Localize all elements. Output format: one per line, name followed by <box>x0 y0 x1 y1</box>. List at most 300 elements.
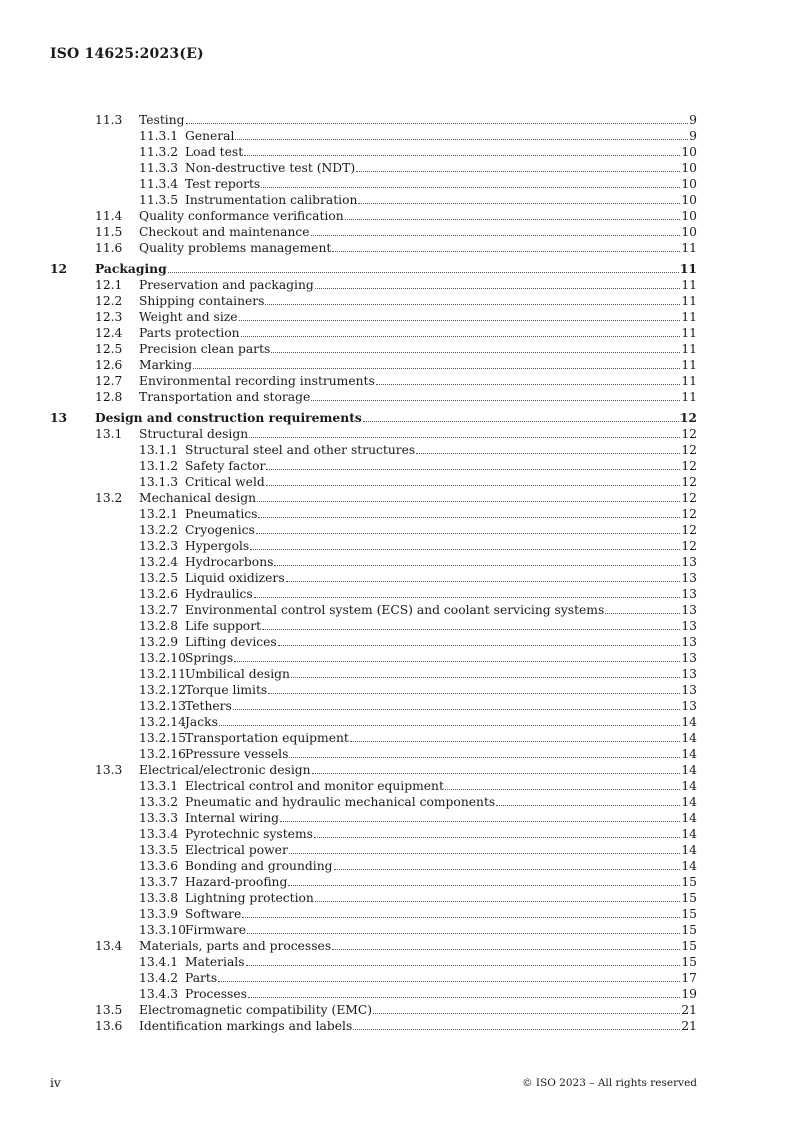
toc-entry-page: 12 <box>681 427 697 441</box>
toc-subsubclause-row[interactable] <box>0 746 793 762</box>
page-footer <box>50 1075 697 1091</box>
toc-entry-number: 12.2 <box>95 294 123 308</box>
toc-entry-title: Bonding and grounding <box>185 859 333 873</box>
toc-entry <box>139 1002 697 1018</box>
toc-subsubclause-row[interactable] <box>0 890 793 906</box>
toc-entry-page: 13 <box>681 651 697 665</box>
toc-entry <box>185 192 697 208</box>
document-id: ISO 14625:2023(E) <box>50 46 204 62</box>
toc-subsubclause-row[interactable] <box>0 874 793 890</box>
toc-subsubclause-row[interactable] <box>0 794 793 810</box>
toc-subclause-row[interactable] <box>0 938 793 954</box>
toc-subsubclause-row[interactable] <box>0 634 793 650</box>
toc-dot-leader <box>244 144 680 156</box>
toc-dot-leader <box>496 794 680 806</box>
toc-entry <box>139 341 697 357</box>
toc-entry <box>139 208 697 224</box>
toc-entry <box>185 650 697 666</box>
toc-entry-title: Hazard-proofing <box>185 875 288 889</box>
toc-entry-number: 13.1 <box>95 427 123 441</box>
toc-entry <box>185 458 697 474</box>
toc-entry <box>185 826 697 842</box>
toc-dot-leader <box>271 341 680 353</box>
toc-dot-leader <box>258 506 680 518</box>
toc-entry <box>139 762 697 778</box>
toc-subclause-row[interactable] <box>0 341 793 357</box>
toc-entry-title: Jacks <box>185 715 218 729</box>
toc-entry-number: 11.6 <box>95 241 123 255</box>
toc-entry-page: 10 <box>681 225 697 239</box>
toc-entry-number: 13.5 <box>95 1003 123 1017</box>
toc-dot-leader <box>289 842 681 854</box>
toc-entry-page: 13 <box>681 571 697 585</box>
toc-entry-title: Springs <box>185 651 234 665</box>
toc-subsubclause-row[interactable] <box>0 618 793 634</box>
toc-entry-page: 12 <box>681 523 697 537</box>
toc-dot-leader <box>246 954 681 966</box>
toc-subclause-row[interactable] <box>0 1002 793 1018</box>
toc-subsubclause-row[interactable] <box>0 474 793 490</box>
toc-entry-page: 15 <box>681 907 697 921</box>
toc-dot-leader <box>261 176 680 188</box>
toc-entry-title: Electrical/electronic design <box>139 763 311 777</box>
toc-subsubclause-row[interactable] <box>0 778 793 794</box>
toc-subsubclause-row[interactable] <box>0 586 793 602</box>
toc-entry-page: 21 <box>681 1019 697 1033</box>
toc-subsubclause-row[interactable] <box>0 176 793 192</box>
toc-entry <box>185 474 697 490</box>
toc-entry-page: 19 <box>681 987 697 1001</box>
toc-subsubclause-row[interactable] <box>0 506 793 522</box>
toc-entry <box>185 954 697 970</box>
toc-dot-leader <box>350 730 680 742</box>
toc-dot-leader <box>315 277 681 289</box>
toc-entry-title: Design and construction requirements <box>95 410 362 425</box>
toc-dot-leader <box>605 602 680 614</box>
toc-dot-leader <box>274 554 680 566</box>
toc-entry-page: 12 <box>679 410 697 425</box>
toc-entry-number: 13.2.13 <box>139 699 186 713</box>
toc-dot-leader <box>218 970 680 982</box>
toc-subsubclause-row[interactable] <box>0 538 793 554</box>
toc-entry-number: 13.3.5 <box>139 843 179 857</box>
toc-entry-page: 14 <box>681 763 697 777</box>
toc-entry-title: Transportation and storage <box>139 390 311 404</box>
toc-entry <box>185 522 697 538</box>
toc-entry <box>185 794 697 810</box>
toc-entry <box>139 357 697 373</box>
toc-entry-title: Identification markings and labels <box>139 1019 353 1033</box>
toc-entry-page: 11 <box>681 310 697 324</box>
toc-entry-page: 11 <box>681 326 697 340</box>
toc-entry-title: Electrical control and monitor equipment <box>185 779 444 793</box>
toc-entry-number: 13.3.9 <box>139 907 179 921</box>
toc-entry-title: Packaging <box>95 261 167 276</box>
table-of-contents <box>0 112 793 1034</box>
toc-entry-number: 11.3.5 <box>139 193 179 207</box>
toc-dot-leader <box>262 618 680 630</box>
toc-dot-leader <box>235 128 688 140</box>
toc-entry-page: 11 <box>681 342 697 356</box>
toc-entry-page: 10 <box>681 145 697 159</box>
toc-entry-title: Software <box>185 907 242 921</box>
toc-dot-leader <box>268 682 680 694</box>
toc-entry-number: 11.4 <box>95 209 123 223</box>
toc-entry-page: 13 <box>681 635 697 649</box>
toc-entry-page: 11 <box>681 390 697 404</box>
toc-entry-title: Safety factor <box>185 459 266 473</box>
toc-entry-title: Quality conformance verification <box>139 209 344 223</box>
toc-entry-page: 9 <box>689 129 697 143</box>
toc-dot-leader <box>266 474 681 486</box>
toc-entry-number: 13.2.2 <box>139 523 179 537</box>
toc-dot-leader <box>241 325 681 337</box>
toc-entry-title: Electrical power <box>185 843 288 857</box>
toc-entry-page: 13 <box>681 555 697 569</box>
toc-entry-title: Cryogenics <box>185 523 255 537</box>
toc-dot-leader <box>332 240 680 252</box>
toc-entry <box>185 442 697 458</box>
toc-subsubclause-row[interactable] <box>0 730 793 746</box>
toc-entry-number: 13.2.9 <box>139 635 179 649</box>
toc-entry-title: Lightning protection <box>185 891 314 905</box>
toc-entry-page: 11 <box>681 294 697 308</box>
toc-dot-leader <box>254 586 681 598</box>
toc-entry-title: Parts <box>185 971 218 985</box>
toc-subsubclause-row[interactable] <box>0 954 793 970</box>
toc-entry-number: 13.2.3 <box>139 539 179 553</box>
toc-entry-number: 13.2.14 <box>139 715 186 729</box>
toc-subclause-row[interactable] <box>0 240 793 256</box>
toc-entry <box>185 970 697 986</box>
toc-subsubclause-row[interactable] <box>0 698 793 714</box>
toc-entry <box>185 810 697 826</box>
toc-dot-leader <box>312 762 681 774</box>
toc-entry-number: 13.4.1 <box>139 955 179 969</box>
toc-entry-number: 13.3.7 <box>139 875 179 889</box>
toc-entry-title: Environmental recording instruments <box>139 374 375 388</box>
toc-entry-page: 12 <box>681 459 697 473</box>
toc-entry-title: Structural design <box>139 427 249 441</box>
toc-dot-leader <box>376 373 681 385</box>
toc-entry-number: 13.2.15 <box>139 731 186 745</box>
toc-entry-page: 14 <box>681 731 697 745</box>
toc-entry-number: 11.3.3 <box>139 161 179 175</box>
toc-entry-title: Environmental control system (ECS) and coolant servicing systems <box>185 603 605 617</box>
toc-dot-leader <box>242 906 680 918</box>
toc-entry-title: Pressure vessels <box>185 747 289 761</box>
toc-subsubclause-row[interactable] <box>0 160 793 176</box>
toc-entry <box>185 128 697 144</box>
toc-entry-title: Marking <box>139 358 192 372</box>
toc-entry <box>185 602 697 618</box>
toc-entry-page: 10 <box>681 193 697 207</box>
toc-dot-leader <box>186 112 689 124</box>
toc-entry-number: 12.4 <box>95 326 123 340</box>
toc-entry-page: 12 <box>681 443 697 457</box>
toc-entry <box>139 240 697 256</box>
toc-entry <box>185 714 697 730</box>
toc-subclause-row[interactable] <box>0 325 793 341</box>
toc-subsubclause-row[interactable] <box>0 144 793 160</box>
toc-entry <box>185 842 697 858</box>
toc-subsubclause-row[interactable] <box>0 602 793 618</box>
toc-entry <box>139 293 697 309</box>
toc-entry-number: 13.3.10 <box>139 923 186 937</box>
toc-entry-number: 13.2.4 <box>139 555 179 569</box>
toc-entry-page: 15 <box>681 939 697 953</box>
toc-dot-leader <box>314 826 680 838</box>
toc-subclause-row[interactable] <box>0 224 793 240</box>
toc-entry-number: 11.3.1 <box>139 129 179 143</box>
toc-entry-title: Materials <box>185 955 245 969</box>
toc-entry-number: 13.3.3 <box>139 811 179 825</box>
toc-entry-number: 13.1.2 <box>139 459 179 473</box>
toc-subsubclause-row[interactable] <box>0 714 793 730</box>
toc-entry <box>185 506 697 522</box>
toc-subsubclause-row[interactable] <box>0 986 793 1002</box>
toc-entry-title: Materials, parts and processes <box>139 939 332 953</box>
toc-entry-page: 14 <box>681 811 697 825</box>
toc-entry-page: 14 <box>681 827 697 841</box>
toc-entry-title: Checkout and maintenance <box>139 225 310 239</box>
toc-entry-page: 15 <box>681 875 697 889</box>
toc-entry-page: 10 <box>681 209 697 223</box>
toc-dot-leader <box>289 746 680 758</box>
toc-entry-title: Tethers <box>185 699 232 713</box>
toc-dot-leader <box>234 650 680 662</box>
toc-entry-page: 10 <box>681 177 697 191</box>
toc-entry-number: 11.3.2 <box>139 145 179 159</box>
toc-subsubclause-row[interactable] <box>0 650 793 666</box>
toc-entry-title: Instrumentation calibration <box>185 193 358 207</box>
toc-subsubclause-row[interactable] <box>0 570 793 586</box>
toc-entry <box>95 261 697 277</box>
toc-entry <box>139 426 697 442</box>
toc-entry-number: 13.2.8 <box>139 619 179 633</box>
toc-entry <box>139 309 697 325</box>
toc-entry-number: 13.1.3 <box>139 475 179 489</box>
toc-entry <box>185 906 697 922</box>
toc-entry <box>185 176 697 192</box>
toc-subclause-row[interactable] <box>0 112 793 128</box>
toc-entry-page: 13 <box>681 699 697 713</box>
toc-subclause-row[interactable] <box>0 389 793 405</box>
toc-entry-title: Testing <box>139 113 185 127</box>
toc-dot-leader <box>353 1018 680 1030</box>
toc-subclause-row[interactable] <box>0 309 793 325</box>
toc-dot-leader <box>249 426 680 438</box>
toc-entry-page: 13 <box>681 683 697 697</box>
toc-entry-page: 9 <box>689 113 697 127</box>
toc-entry-number: 11.3.4 <box>139 177 179 191</box>
toc-entry-number: 12 <box>50 261 68 276</box>
toc-dot-leader <box>266 458 680 470</box>
toc-entry <box>185 666 697 682</box>
toc-dot-leader <box>373 1002 680 1014</box>
toc-subclause-row[interactable] <box>0 490 793 506</box>
toc-entry-page: 13 <box>681 619 697 633</box>
toc-subsubclause-row[interactable] <box>0 826 793 842</box>
toc-entry <box>185 538 697 554</box>
toc-entry-page: 12 <box>681 507 697 521</box>
toc-entry-number: 11.5 <box>95 225 123 239</box>
toc-entry-title: Preservation and packaging <box>139 278 314 292</box>
toc-entry-number: 13.4.3 <box>139 987 179 1001</box>
toc-entry-number: 13.3.2 <box>139 795 179 809</box>
toc-entry-page: 11 <box>681 278 697 292</box>
toc-dot-leader <box>280 810 680 822</box>
toc-entry-page: 14 <box>681 779 697 793</box>
toc-subsubclause-row[interactable] <box>0 682 793 698</box>
toc-dot-leader <box>332 938 680 950</box>
toc-entry <box>185 144 697 160</box>
toc-entry-title: Torque limits <box>185 683 268 697</box>
toc-entry-page: 13 <box>681 603 697 617</box>
toc-subclause-row[interactable] <box>0 1018 793 1034</box>
toc-entry-title: Mechanical design <box>139 491 257 505</box>
toc-entry <box>185 890 697 906</box>
toc-entry-number: 12.3 <box>95 310 123 324</box>
toc-entry-page: 15 <box>681 923 697 937</box>
toc-dot-leader <box>358 192 680 204</box>
toc-dot-leader <box>247 922 680 934</box>
toc-entry <box>185 570 697 586</box>
toc-entry-title: Electromagnetic compatibility (EMC) <box>139 1003 373 1017</box>
toc-entry <box>139 389 697 405</box>
toc-subclause-row[interactable] <box>0 762 793 778</box>
toc-entry-number: 13.6 <box>95 1019 123 1033</box>
toc-subsubclause-row[interactable] <box>0 810 793 826</box>
toc-entry-title: Firmware <box>185 923 247 937</box>
toc-entry <box>185 730 697 746</box>
toc-entry-title: Liquid oxidizers <box>185 571 285 585</box>
toc-dot-leader <box>291 666 680 678</box>
toc-entry-title: Life support <box>185 619 262 633</box>
toc-subsubclause-row[interactable] <box>0 128 793 144</box>
toc-dot-leader <box>311 224 681 236</box>
toc-subclause-row[interactable] <box>0 208 793 224</box>
toc-subsubclause-row[interactable] <box>0 906 793 922</box>
toc-dot-leader <box>288 874 680 886</box>
toc-entry <box>185 874 697 890</box>
toc-dot-leader <box>193 357 680 369</box>
toc-entry <box>95 410 697 426</box>
toc-entry-page: 11 <box>679 261 697 276</box>
toc-entry-number: 13 <box>50 410 68 425</box>
toc-entry-title: Shipping containers <box>139 294 265 308</box>
toc-subsubclause-row[interactable] <box>0 970 793 986</box>
toc-entry <box>185 554 697 570</box>
toc-entry-title: Structural steel and other structures <box>185 443 416 457</box>
toc-subclause-row[interactable] <box>0 277 793 293</box>
toc-entry-page: 15 <box>681 955 697 969</box>
toc-subclause-row[interactable] <box>0 426 793 442</box>
toc-entry-number: 12.1 <box>95 278 123 292</box>
toc-entry-title: Transportation equipment <box>185 731 349 745</box>
toc-clause-row[interactable] <box>0 410 793 426</box>
toc-subsubclause-row[interactable] <box>0 858 793 874</box>
toc-entry-page: 11 <box>681 358 697 372</box>
toc-entry <box>185 986 697 1002</box>
toc-dot-leader <box>416 442 680 454</box>
toc-entry-page: 14 <box>681 747 697 761</box>
toc-entry-number: 13.2.11 <box>139 667 186 681</box>
toc-entry-page: 13 <box>681 667 697 681</box>
toc-dot-leader <box>256 522 681 534</box>
toc-dot-leader <box>445 778 680 790</box>
toc-entry-title: Test reports <box>185 177 261 191</box>
toc-entry-page: 11 <box>681 374 697 388</box>
toc-dot-leader <box>239 309 681 321</box>
toc-entry-number: 13.3.6 <box>139 859 179 873</box>
toc-entry-title: Hydrocarbons <box>185 555 274 569</box>
toc-entry-number: 12.5 <box>95 342 123 356</box>
toc-entry <box>185 618 697 634</box>
toc-entry-number: 12.7 <box>95 374 123 388</box>
toc-clause-row[interactable] <box>0 261 793 277</box>
toc-entry-title: Pyrotechnic systems <box>185 827 313 841</box>
toc-subsubclause-row[interactable] <box>0 442 793 458</box>
toc-entry-number: 13.2.1 <box>139 507 179 521</box>
toc-dot-leader <box>356 160 680 172</box>
toc-entry-title: Parts protection <box>139 326 240 340</box>
toc-entry <box>185 778 697 794</box>
toc-entry-number: 13.3.4 <box>139 827 179 841</box>
toc-dot-leader <box>168 261 679 273</box>
toc-subclause-row[interactable] <box>0 373 793 389</box>
toc-subclause-row[interactable] <box>0 357 793 373</box>
toc-entry-number: 13.2.10 <box>139 651 186 665</box>
toc-entry-title: Umbilical design <box>185 667 290 681</box>
toc-entry <box>139 325 697 341</box>
toc-entry-number: 13.2 <box>95 491 123 505</box>
toc-entry-title: Weight and size <box>139 310 238 324</box>
toc-dot-leader <box>334 858 681 870</box>
toc-entry <box>185 922 697 938</box>
toc-subsubclause-row[interactable] <box>0 192 793 208</box>
toc-subsubclause-row[interactable] <box>0 458 793 474</box>
toc-subsubclause-row[interactable] <box>0 522 793 538</box>
toc-subclause-row[interactable] <box>0 293 793 309</box>
toc-entry-page: 14 <box>681 859 697 873</box>
toc-entry <box>139 1018 697 1034</box>
toc-subsubclause-row[interactable] <box>0 922 793 938</box>
toc-entry <box>185 682 697 698</box>
toc-dot-leader <box>248 986 680 998</box>
toc-entry-page: 11 <box>681 241 697 255</box>
toc-entry-page: 14 <box>681 843 697 857</box>
toc-entry-page: 12 <box>681 475 697 489</box>
toc-dot-leader <box>345 208 681 220</box>
toc-entry-number: 13.3.8 <box>139 891 179 905</box>
toc-entry-number: 13.3 <box>95 763 123 777</box>
toc-subsubclause-row[interactable] <box>0 842 793 858</box>
toc-entry-number: 13.1.1 <box>139 443 179 457</box>
toc-entry-title: General <box>185 129 235 143</box>
toc-entry-page: 13 <box>681 587 697 601</box>
footer-copyright: © ISO 2023 – All rights reserved <box>522 1077 697 1089</box>
toc-subsubclause-row[interactable] <box>0 554 793 570</box>
toc-entry-page: 21 <box>681 1003 697 1017</box>
toc-entry-title: Hydraulics <box>185 587 253 601</box>
footer-page-number: iv <box>50 1076 61 1090</box>
toc-dot-leader <box>250 538 680 550</box>
toc-entry-number: 13.4.2 <box>139 971 179 985</box>
toc-entry-page: 12 <box>681 491 697 505</box>
toc-entry <box>185 586 697 602</box>
toc-subsubclause-row[interactable] <box>0 666 793 682</box>
